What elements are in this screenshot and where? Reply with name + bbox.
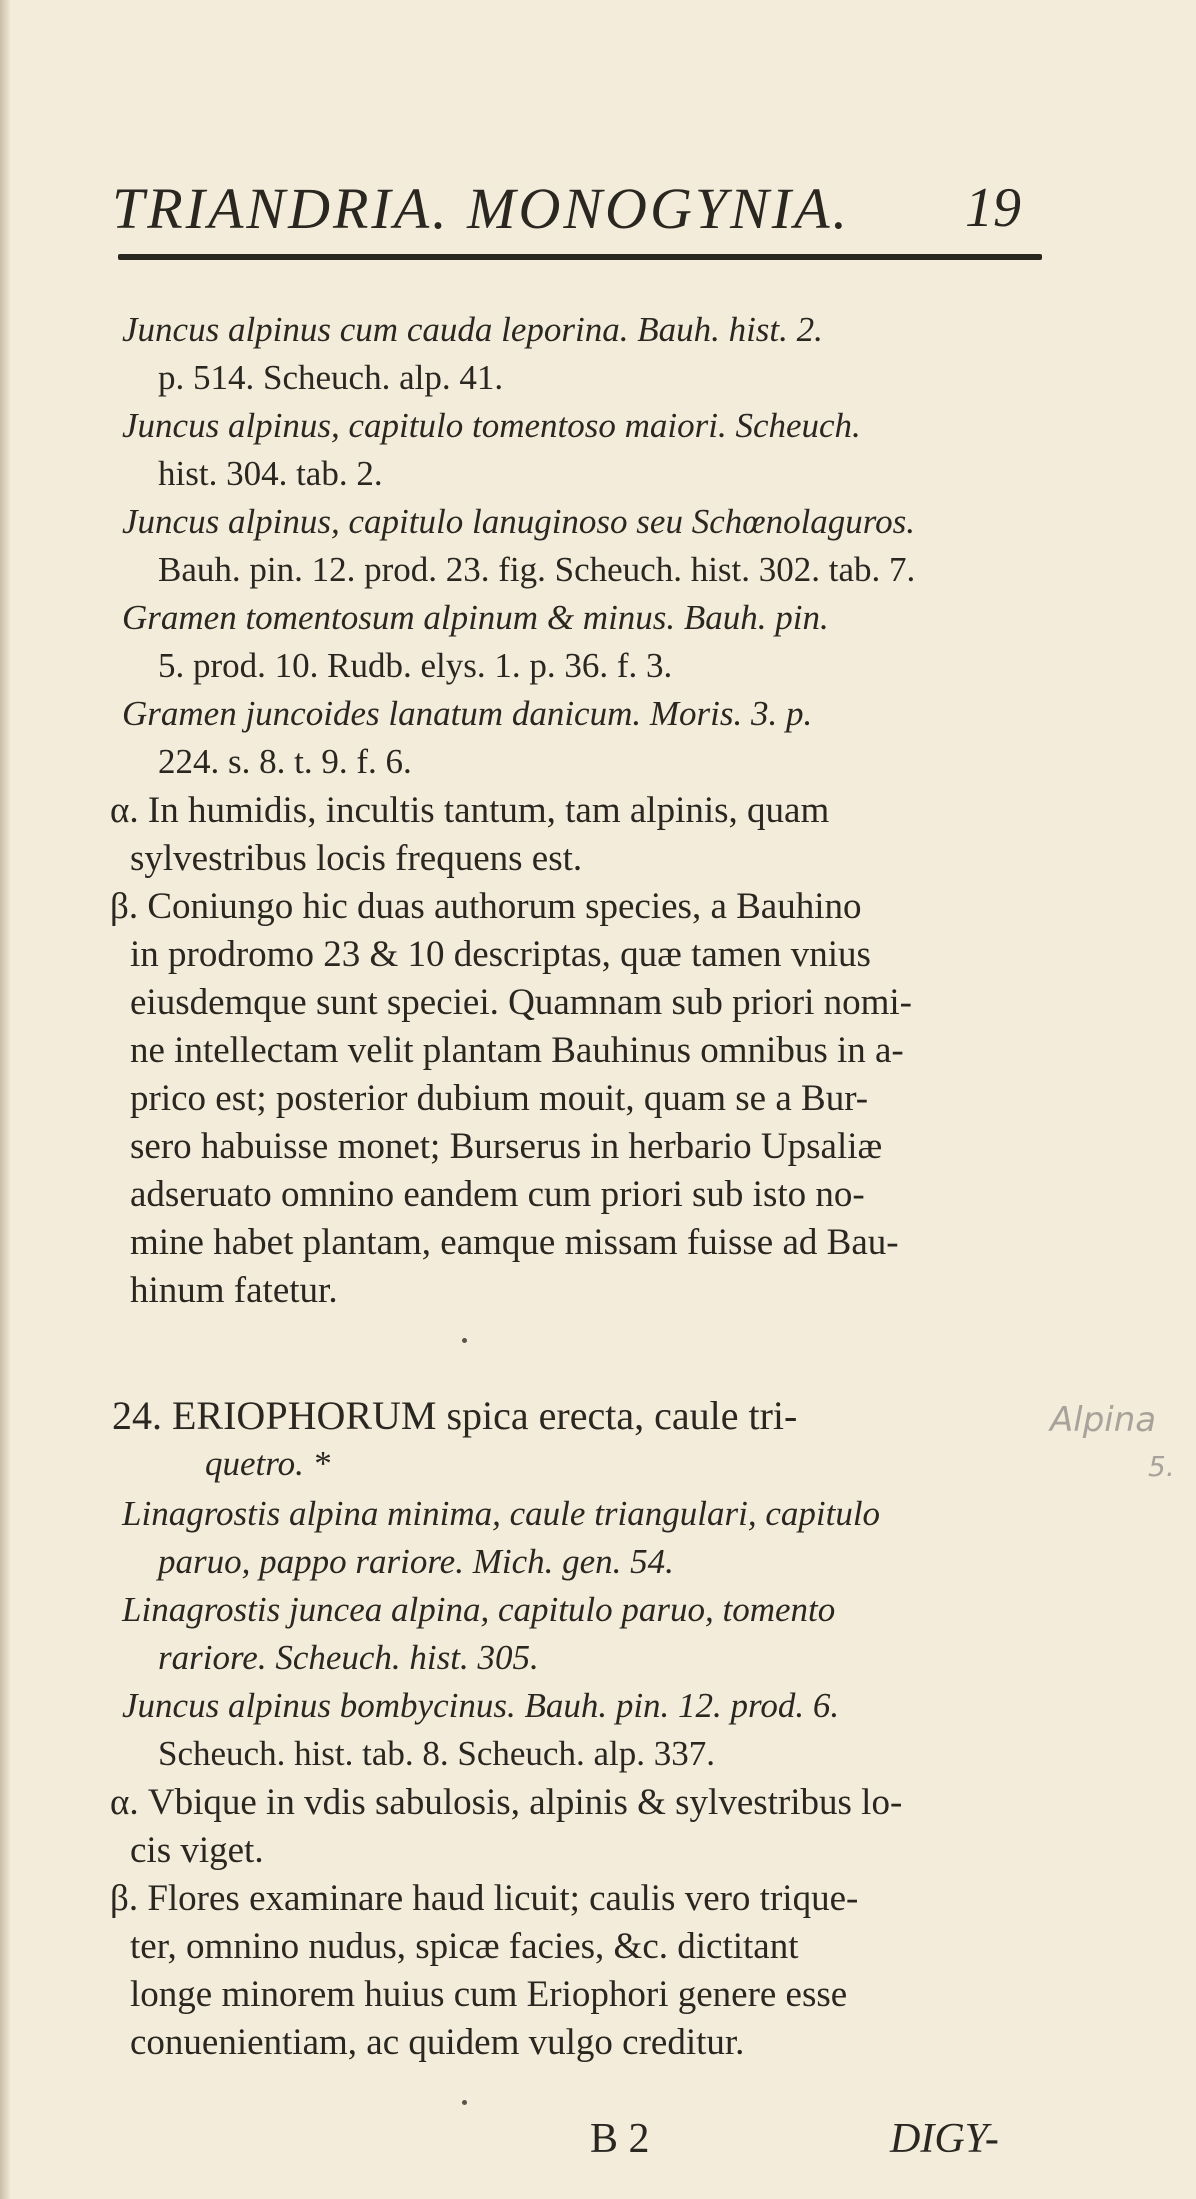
- text-line: Juncus alpinus, capitulo lanuginoso seu Schœnolaguros.: [122, 502, 915, 541]
- text-line: Linagrostis juncea alpina, capitulo paruo, tomento: [122, 1590, 836, 1629]
- text-line: α. In humidis, incultis tantum, tam alpinis, quam: [110, 790, 830, 831]
- text-line: eiusdemque sunt speciei. Quamnam sub priori nomi-: [130, 982, 912, 1023]
- header-rule: [118, 254, 1042, 260]
- handwritten-margin-note: Alpina: [1050, 1400, 1157, 1440]
- text-line: sero habuisse monet; Burserus in herbario Upsaliæ: [130, 1126, 883, 1167]
- page-edge-shadow: [0, 0, 10, 2199]
- text-line: cis viget.: [130, 1830, 264, 1871]
- text-line: β. Coniungo hic duas authorum species, a Bauhino: [110, 886, 862, 927]
- catchword: DIGY-: [890, 2116, 999, 2162]
- text-line: 5. prod. 10. Rudb. elys. 1. p. 36. f. 3.: [158, 646, 673, 685]
- text-line: Gramen juncoides lanatum danicum. Moris. 3. p.: [122, 694, 813, 733]
- text-line: Juncus alpinus cum cauda leporina. Bauh. hist. 2.: [122, 310, 823, 349]
- text-line: rariore. Scheuch. hist. 305.: [158, 1638, 539, 1677]
- text-line: in prodromo 23 & 10 descriptas, quæ tamen vnius: [130, 934, 871, 975]
- text-line: hinum fatetur.: [130, 1270, 338, 1311]
- species-heading: 24. ERIOPHORUM spica erecta, caule tri-: [112, 1393, 798, 1438]
- text-line: quetro. *: [205, 1444, 331, 1483]
- text-line: Juncus alpinus bombycinus. Bauh. pin. 12. prod. 6.: [122, 1686, 840, 1725]
- text-line: Juncus alpinus, capitulo tomentoso maiori. Scheuch.: [122, 406, 861, 445]
- text-line: ter, omnino nudus, spicæ facies, &c. dictitant: [130, 1926, 799, 1967]
- text-line: hist. 304. tab. 2.: [158, 454, 383, 493]
- text-line: 224. s. 8. t. 9. f. 6.: [158, 742, 412, 781]
- text-line: prico est; posterior dubium mouit, quam se a Bur-: [130, 1078, 869, 1119]
- text-line: paruo, pappo rariore. Mich. gen. 54.: [158, 1542, 674, 1581]
- text-line: mine habet plantam, eamque missam fuisse ad Bau-: [130, 1222, 899, 1263]
- text-line: α. Vbique in vdis sabulosis, alpinis & sylvestribus lo-: [110, 1782, 903, 1823]
- page-number: 19: [965, 177, 1021, 239]
- handwritten-margin-mark: 5.: [1148, 1450, 1175, 1483]
- text-line: ne intellectam velit plantam Bauhinus omnibus in a-: [130, 1030, 904, 1071]
- text-line: Gramen tomentosum alpinum & minus. Bauh. pin.: [122, 598, 829, 637]
- ink-speck: [462, 2100, 467, 2105]
- signature-mark: B 2: [590, 2116, 650, 2162]
- text-line: Bauh. pin. 12. prod. 23. fig. Scheuch. hist. 302. tab. 7.: [158, 550, 916, 589]
- text-line: β. Flores examinare haud licuit; caulis vero trique-: [110, 1878, 859, 1919]
- text-line: adseruato omnino eandem cum priori sub isto no-: [130, 1174, 865, 1215]
- ink-speck: [462, 1338, 467, 1343]
- running-header-title: TRIANDRIA. MONOGYNIA.: [112, 176, 851, 241]
- text-line: longe minorem huius cum Eriophori genere esse: [130, 1974, 848, 2015]
- text-line: p. 514. Scheuch. alp. 41.: [158, 358, 504, 397]
- text-line: Linagrostis alpina minima, caule triangulari, capitulo: [122, 1494, 881, 1533]
- text-line: Scheuch. hist. tab. 8. Scheuch. alp. 337.: [158, 1734, 715, 1773]
- text-line: sylvestribus locis frequens est.: [130, 838, 583, 879]
- text-line: conuenientiam, ac quidem vulgo creditur.: [130, 2022, 745, 2063]
